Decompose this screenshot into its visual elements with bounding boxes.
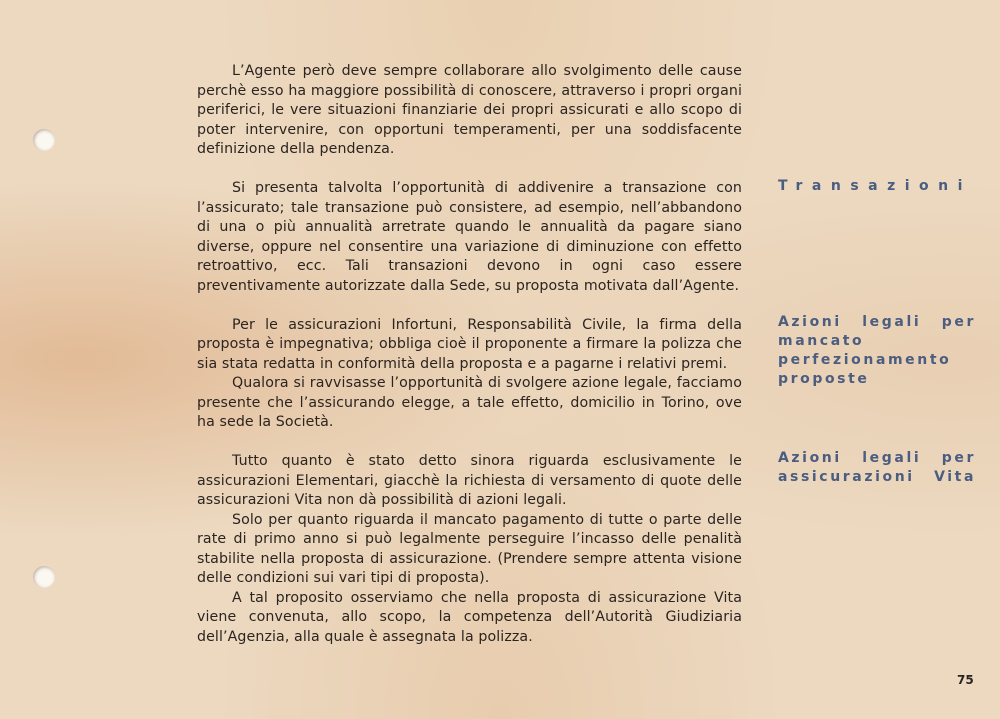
margin-title-vita: Azioni legali per assicurazioni Vita <box>778 450 976 485</box>
paragraph-azione-legale: Qualora si ravvisasse l’opportunità di svolgere azione legale, facciamo presente che l’assicurando elegge, a tale effetto, domicilio in Torino, ove ha sede la Società. <box>197 375 742 430</box>
margin-title-perfezionamento: Azioni legali per mancato perfezionamento proposte <box>778 314 976 387</box>
binder-hole-top <box>33 129 55 151</box>
paragraph-agente: L’Agente però deve sempre collaborare allo svolgimento delle cause perchè esso ha maggiore possibilità di conoscere, attraverso i propri organi periferici, le vere situazioni finanziarie dei propri assicurati e allo scopo di poter intervenire, con opportuni temperamenti, per una soddisfacente definizione della pendenza. <box>197 63 742 157</box>
paragraph-transazione: Si presenta talvolta l’opportunità di addivenire a transazione con l’assicurato; tale transazione può consistere, ad esempio, nell’abbandono di una o più annualità arretrate quando le annualità da pagare siano diverse, oppure nel consentire una variazione di diminuzione con effetto retroattivo, ecc. Tali transazioni devono in ogni caso essere preventivamente autorizzate dalla Sede, su proposta motivata dall’Agente. <box>197 180 742 294</box>
paragraph-infortuni: Per le assicurazioni Infortuni, Responsabilità Civile, la firma della proposta è impegnativa; obbliga cioè il proponente a firmare la polizza che sia stata redatta in conformità della proposta e a pagarne i relativi premi. <box>197 316 742 372</box>
binder-hole-bottom <box>33 566 55 588</box>
paragraph-elementari: Tutto quanto è stato detto sinora riguarda esclusivamente le assicurazioni Elementari, giacchè la richiesta di versamento di quote delle assicurazioni Vita non dà possibilità di azioni legali. <box>197 453 742 508</box>
paragraph-rate-primo-anno: Solo per quanto riguarda il mancato pagamento di tutte o parte delle rate di primo anno si può legalmente perseguire l’incasso delle penalità stabilite nella proposta di assicurazione. (Prendere sempre attenta visione delle condizioni sui vari tipi di proposta). <box>197 511 742 586</box>
body-text <box>197 62 742 647</box>
page-number: 75 <box>957 673 974 687</box>
paragraph-competenza: A tal proposito osserviamo che nella proposta di assicurazione Vita viene convenuta, allo scopo, la competenza dell’Autorità Giudiziaria dell’Agenzia, alla quale è assegnata la polizza. <box>197 589 742 645</box>
margin-title-transazioni: Transazioni <box>778 178 972 194</box>
